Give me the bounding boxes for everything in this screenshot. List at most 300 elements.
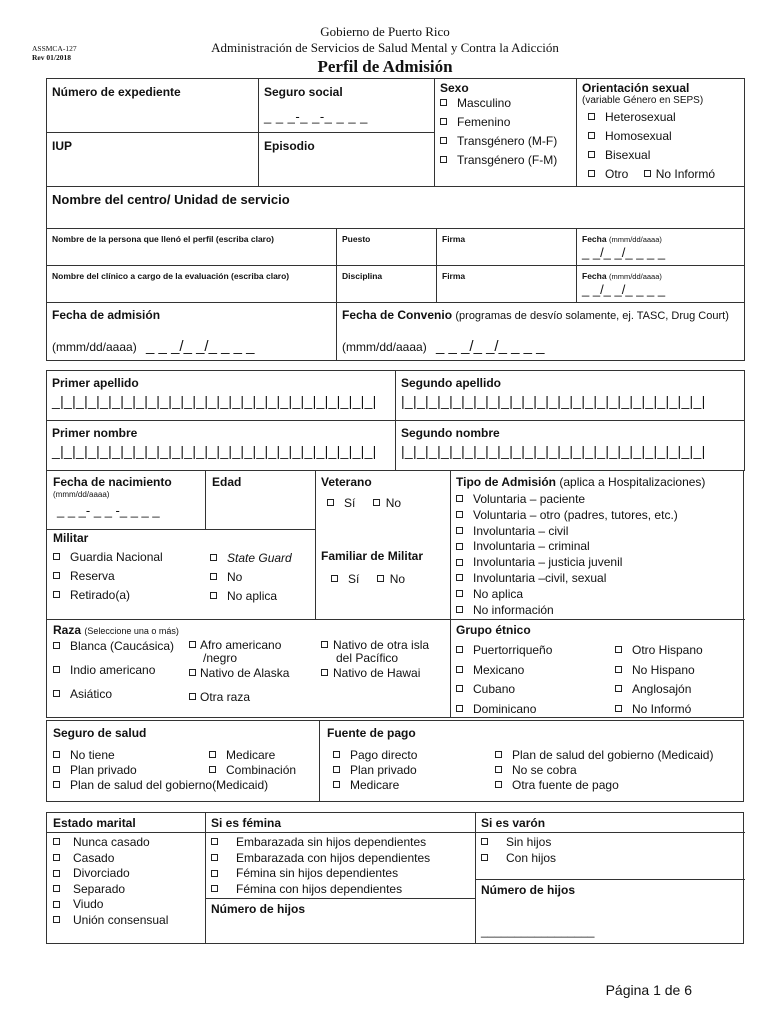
estado-opt[interactable]	[53, 851, 168, 867]
fuente-opt[interactable]	[333, 748, 417, 763]
option-label: Bisexual	[605, 148, 651, 162]
tipo-opt[interactable]	[456, 571, 705, 587]
section-demographics	[46, 470, 744, 718]
section-identification	[46, 78, 745, 229]
raza-col-2	[189, 639, 289, 705]
checkbox-icon[interactable]	[456, 543, 463, 550]
fecha-label: Fecha	[582, 234, 607, 244]
fuente-opt[interactable]	[495, 748, 713, 763]
raza-opt[interactable]	[321, 666, 429, 681]
option-label: Blanca (Caucásica)	[70, 639, 175, 653]
option-label: Involuntaria –civil, sexual	[473, 570, 607, 585]
option-label: No se cobra	[512, 763, 577, 777]
num-hijos-label: Número de hijos	[211, 902, 306, 916]
primer-nombre-field[interactable]	[47, 421, 396, 471]
option-label: Afro americano	[200, 638, 282, 652]
checkbox-icon[interactable]	[495, 751, 502, 758]
checkbox-icon[interactable]	[211, 854, 218, 861]
femina-label: Si es fémina	[211, 816, 282, 830]
raza-opt[interactable]	[53, 663, 174, 678]
varon-opt[interactable]	[481, 835, 556, 851]
option-label: No aplica	[473, 586, 524, 601]
option-label: No información	[473, 602, 554, 617]
num-hijos-blank[interactable]: _________________	[481, 924, 595, 938]
option-label: No	[227, 570, 243, 584]
fecha-field-2[interactable]	[577, 266, 745, 303]
estado-opt[interactable]	[53, 913, 168, 929]
option-label: Unión consensual	[73, 912, 169, 927]
grupo-opt[interactable]	[456, 641, 552, 661]
checkbox-icon[interactable]	[456, 590, 463, 597]
option-label: Nunca casado	[73, 835, 150, 849]
tipo-admision-note: (aplica a Hospitalizaciones)	[559, 475, 706, 489]
checkbox-icon[interactable]	[456, 574, 463, 581]
fecha-field-1[interactable]	[577, 229, 745, 266]
fecha-convenio-label: Fecha de Convenio	[342, 308, 453, 322]
raza-note: (Seleccione una o más)	[84, 626, 179, 636]
option-label: Embarazada con hijos dependientes	[236, 850, 431, 865]
checkbox-icon[interactable]	[456, 495, 463, 502]
fecha-convenio-field[interactable]	[337, 303, 745, 361]
femina-opt[interactable]	[211, 851, 430, 867]
raza-opt[interactable]	[53, 639, 174, 654]
date-blank: _ _ _/_ _/_ _ _ _	[146, 338, 255, 355]
tipo-opt[interactable]	[456, 603, 705, 619]
option-label: Sin hijos	[506, 835, 552, 849]
option-label: Femenino	[457, 115, 511, 129]
option-label-cont: /negro	[203, 651, 238, 665]
seguro-opt[interactable]	[209, 763, 296, 778]
raza-header	[53, 623, 179, 637]
fecha-nacimiento-blank: _ _ _- _ _ -_ _ _ _	[57, 503, 160, 518]
raza-opt[interactable]	[189, 690, 289, 705]
militar-opt[interactable]	[53, 550, 163, 565]
doc-code	[32, 44, 77, 62]
checkbox-icon[interactable]	[615, 646, 622, 653]
checkbox-icon[interactable]	[495, 781, 502, 788]
option-label: No aplica	[227, 589, 278, 603]
checkbox-icon[interactable]	[321, 669, 328, 676]
sexo-opt-2[interactable]	[440, 133, 571, 149]
raza-opt[interactable]	[189, 666, 289, 681]
form-code: ASSMCA-127	[32, 44, 77, 53]
checkbox-icon[interactable]	[481, 854, 488, 861]
option-label: Mexicano	[473, 662, 525, 677]
option-label: Cubano	[473, 682, 516, 696]
firma-field-2[interactable]	[437, 266, 577, 303]
seguro-opt[interactable]	[209, 748, 296, 763]
tipo-opt[interactable]	[456, 555, 705, 571]
militar-opt[interactable]	[210, 570, 292, 585]
seguro-social-label: Seguro social	[264, 85, 343, 99]
checkbox-icon[interactable]	[333, 781, 340, 788]
militar-opt[interactable]	[210, 551, 292, 566]
option-label: Voluntaria – paciente	[473, 492, 586, 506]
checkbox-icon[interactable]	[321, 641, 328, 648]
raza-col-3	[321, 639, 429, 681]
option-label: Nativo de Alaska	[200, 666, 290, 680]
checkbox-icon[interactable]	[209, 766, 216, 773]
sexo-label: Sexo	[440, 81, 469, 95]
disciplina-label: Disciplina	[342, 271, 383, 281]
orient-opt-2[interactable]	[582, 147, 739, 163]
fecha-blank: _ _/_ _/_ _ _ _	[582, 282, 666, 297]
checkbox-icon[interactable]	[53, 591, 60, 598]
fecha-format: (mmm/dd/aaaa)	[608, 235, 662, 244]
segundo-nombre-label: Segundo nombre	[401, 426, 500, 440]
raza-label: Raza	[53, 623, 82, 637]
option-label: Separado	[73, 881, 126, 896]
segundo-apellido-field[interactable]	[396, 371, 745, 421]
primer-apellido-field[interactable]	[47, 371, 396, 421]
checkbox-icon[interactable]	[456, 646, 463, 653]
checkbox-icon[interactable]	[189, 669, 196, 676]
fecha-label: Fecha	[582, 271, 607, 281]
orient-opt-1[interactable]	[582, 128, 739, 144]
fuente-col-1	[333, 748, 417, 793]
fuente-opt[interactable]	[495, 763, 713, 778]
checkbox-icon[interactable]	[210, 573, 217, 580]
femina-opt[interactable]	[211, 882, 430, 898]
option-label: Con hijos	[506, 850, 557, 865]
fecha-nacimiento-format: (mmm/dd/aaaa)	[53, 490, 110, 499]
militar-opt[interactable]	[210, 589, 292, 604]
checkbox-icon[interactable]	[53, 781, 60, 788]
firma-label: Firma	[442, 271, 466, 281]
fecha-convenio-note: (programas de desvío solamente, ej. TASC, Drug Court)	[455, 310, 729, 322]
option-label: Fémina con hijos dependientes	[236, 881, 403, 896]
letter-boxes: _|_|_|_|_|_|_|_|_|_|_|_|_|_|_|_|_|_|_|_|_|_|_|_|_|_|_|	[52, 393, 377, 409]
grupo-opt[interactable]	[456, 680, 552, 700]
varon-opt[interactable]	[481, 851, 556, 867]
option-label: Sí	[344, 496, 356, 510]
episodio-field[interactable]	[259, 133, 435, 187]
checkbox-icon[interactable]	[211, 870, 218, 877]
checkbox-icon[interactable]	[456, 705, 463, 712]
checkbox-icon[interactable]	[588, 170, 595, 177]
fecha-admision-label: Fecha de admisión	[52, 308, 161, 322]
checkbox-icon[interactable]	[456, 666, 463, 673]
option-label: Pago directo	[350, 748, 418, 762]
option-label: Transgénero (F-M)	[457, 153, 558, 167]
checkbox-icon[interactable]	[331, 575, 338, 582]
disciplina-field[interactable]	[337, 266, 437, 303]
firma-field[interactable]	[437, 229, 577, 266]
fuente-pago-label: Fuente de pago	[327, 726, 416, 740]
femina-opts	[211, 835, 430, 897]
centro-field[interactable]	[47, 187, 745, 229]
fecha-format: (mmm/dd/aaaa)	[608, 272, 662, 281]
option-label: Nativo de Hawai	[333, 666, 421, 680]
grupo-opt[interactable]	[456, 700, 552, 720]
option-label: Asiático	[70, 687, 113, 701]
option-label: No tiene	[70, 748, 115, 762]
option-label: Plan de salud del gobierno (Medicaid)	[512, 748, 714, 762]
militar-opt[interactable]	[53, 569, 163, 584]
grupo-opt[interactable]	[615, 700, 703, 720]
option-label: Fémina sin hijos dependientes	[236, 866, 399, 881]
estado-opt[interactable]	[53, 897, 168, 913]
grupo-opt[interactable]	[615, 641, 703, 661]
fecha-admision-field[interactable]	[47, 303, 337, 361]
option-label-cont: del Pacífico	[336, 651, 399, 665]
checkbox-icon[interactable]	[456, 559, 463, 566]
option-label: No	[385, 496, 402, 510]
checkbox-icon[interactable]	[333, 766, 340, 773]
seguro-social-blank: _ _ _-_ _-_ _ _ _	[264, 109, 368, 124]
clinico-label: Nombre del clínico a cargo de la evaluación (escriba claro)	[52, 271, 290, 281]
episodio-label: Episodio	[264, 139, 315, 153]
raza-col-1	[53, 639, 174, 702]
checkbox-icon[interactable]	[495, 766, 502, 773]
grupo-col-1	[456, 641, 552, 719]
tipo-opt[interactable]	[456, 587, 705, 603]
tipo-admision-label: Tipo de Admisión	[456, 475, 557, 489]
firma-label: Firma	[442, 234, 466, 244]
option-label: No Informó	[655, 167, 716, 181]
option-label: No Informó	[632, 701, 692, 716]
estado-opts	[53, 835, 168, 929]
option-label: Otra raza	[200, 690, 251, 704]
checkbox-icon[interactable]	[588, 132, 595, 139]
checkbox-icon[interactable]	[189, 641, 196, 648]
option-label: Indio americano	[70, 663, 156, 677]
orient-opt-otro[interactable]	[582, 166, 739, 182]
clinico-field[interactable]	[47, 266, 337, 303]
varon-label: Si es varón	[481, 816, 546, 830]
segundo-nombre-field[interactable]	[396, 421, 745, 471]
grupo-opt[interactable]	[615, 680, 703, 700]
option-label: Plan privado	[350, 763, 417, 777]
option-label: Dominicano	[473, 701, 537, 716]
option-label: Voluntaria – otro (padres, tutores, etc.)	[473, 507, 678, 522]
fuente-opt[interactable]	[333, 763, 417, 778]
checkbox-icon[interactable]	[377, 575, 384, 582]
option-label: Plan privado	[70, 763, 137, 777]
persona-label: Nombre de la persona que llenó el perfil (escriba claro)	[52, 234, 275, 244]
veterano-group	[321, 475, 401, 510]
estado-marital-label: Estado marital	[53, 816, 136, 830]
tipo-opt[interactable]	[456, 539, 705, 555]
tipo-opt[interactable]	[456, 524, 705, 540]
checkbox-icon[interactable]	[588, 151, 595, 158]
section-staff	[46, 228, 745, 361]
militar-label: Militar	[53, 531, 89, 545]
checkbox-icon[interactable]	[327, 499, 334, 506]
letter-boxes: |_|_|_|_|_|_|_|_|_|_|_|_|_|_|_|_|_|_|_|_|_|_|_|_|_|	[401, 393, 706, 409]
checkbox-icon[interactable]	[53, 666, 60, 673]
option-label: Involuntaria – criminal	[473, 539, 590, 554]
expediente-field[interactable]	[47, 79, 259, 133]
tipo-admision-group	[456, 475, 705, 618]
checkbox-icon[interactable]	[53, 690, 60, 697]
primer-apellido-label: Primer apellido	[52, 376, 139, 390]
section-names	[46, 370, 745, 471]
option-label: No	[389, 572, 406, 586]
option-label: Divorciado	[73, 866, 130, 881]
checkbox-icon[interactable]	[456, 606, 463, 613]
checkbox-icon[interactable]	[53, 916, 60, 923]
num-hijos-label-2: Número de hijos	[481, 883, 576, 897]
option-label: Puertorriqueño	[473, 643, 553, 657]
checkbox-icon[interactable]	[211, 838, 218, 845]
persona-field[interactable]	[47, 229, 337, 266]
checkbox-icon[interactable]	[440, 137, 447, 144]
femina-opt[interactable]	[211, 866, 430, 882]
fecha-nacimiento-field[interactable]	[53, 475, 172, 518]
checkbox-icon[interactable]	[53, 838, 60, 845]
checkbox-icon[interactable]	[333, 751, 340, 758]
checkbox-icon[interactable]	[456, 685, 463, 692]
option-label: Viudo	[73, 897, 104, 912]
header-gov: Gobierno de Puerto Rico	[320, 24, 450, 39]
fecha-blank: _ _/_ _/_ _ _ _	[582, 245, 666, 260]
checkbox-icon[interactable]	[481, 838, 488, 845]
letter-boxes: _|_|_|_|_|_|_|_|_|_|_|_|_|_|_|_|_|_|_|_|_|_|_|_|_|_|_|	[52, 443, 377, 459]
seguro-opt[interactable]	[53, 778, 268, 793]
checkbox-icon[interactable]	[210, 592, 217, 599]
checkbox-icon[interactable]	[440, 99, 447, 106]
checkbox-icon[interactable]	[440, 156, 447, 163]
tipo-opt[interactable]	[456, 492, 705, 508]
veterano-label: Veterano	[321, 475, 372, 489]
option-label: Masculino	[457, 96, 512, 110]
option-label: Medicare	[226, 748, 276, 762]
section-marital	[46, 812, 744, 944]
option-label: No Hispano	[632, 662, 695, 677]
checkbox-icon[interactable]	[456, 527, 463, 534]
option-label: Transgénero (M-F)	[457, 134, 558, 148]
option-label: Otro	[605, 167, 629, 181]
estado-opt[interactable]	[53, 835, 168, 851]
checkbox-icon[interactable]	[53, 766, 60, 773]
sexo-group	[435, 79, 577, 187]
checkbox-icon[interactable]	[373, 499, 380, 506]
option-label: Involuntaria – justicia juvenil	[473, 555, 623, 570]
edad-field[interactable]	[212, 475, 241, 489]
checkbox-icon[interactable]	[53, 870, 60, 877]
checkbox-icon[interactable]	[53, 751, 60, 758]
fuente-opt[interactable]	[333, 778, 417, 793]
checkbox-icon[interactable]	[189, 693, 196, 700]
femina-opt[interactable]	[211, 835, 430, 851]
estado-opt[interactable]	[53, 866, 168, 882]
checkbox-icon[interactable]	[211, 885, 218, 892]
orientacion-note: (variable Género en SEPS)	[582, 95, 704, 106]
militar-group-right	[210, 551, 292, 604]
sexo-opt-0[interactable]	[440, 95, 571, 111]
checkbox-icon[interactable]	[440, 118, 447, 125]
option-label: Retirado(a)	[70, 588, 131, 602]
checkbox-icon[interactable]	[210, 554, 217, 561]
sexo-opt-3[interactable]	[440, 152, 571, 168]
fecha-nacimiento-label: Fecha de nacimiento	[53, 475, 172, 489]
grupo-opt[interactable]	[456, 661, 552, 681]
primer-nombre-label: Primer nombre	[52, 426, 138, 440]
option-label: Reserva	[70, 569, 115, 583]
checkbox-icon[interactable]	[615, 666, 622, 673]
checkbox-icon[interactable]	[53, 901, 60, 908]
option-label: Nativo de otra isla	[333, 638, 430, 652]
checkbox-icon[interactable]	[209, 751, 216, 758]
revision-code: Rev 01/2018	[32, 53, 71, 62]
seguro-salud-label: Seguro de salud	[53, 726, 147, 740]
option-label: Anglosajón	[632, 682, 692, 696]
seguro-col-2	[209, 748, 296, 778]
option-label: Guardia Nacional	[70, 550, 163, 564]
option-label: Medicare	[350, 778, 400, 792]
estado-opt[interactable]	[53, 882, 168, 898]
header-agency: Administración de Servicios de Salud Mental y Contra la Adicción	[211, 40, 559, 55]
date-format: (mmm/dd/aaaa)	[52, 340, 137, 354]
fuente-opt[interactable]	[495, 778, 713, 793]
checkbox-icon[interactable]	[53, 885, 60, 892]
raza-opt[interactable]	[53, 687, 174, 702]
option-label: Homosexual	[605, 129, 672, 143]
varon-opts	[481, 835, 556, 866]
date-format: (mmm/dd/aaaa)	[342, 340, 427, 354]
option-label: Casado	[73, 850, 115, 865]
checkbox-icon[interactable]	[615, 685, 622, 692]
orientacion-group	[577, 79, 745, 187]
section-insurance	[46, 720, 744, 802]
checkbox-icon[interactable]	[644, 170, 651, 177]
puesto-field[interactable]	[337, 229, 437, 266]
checkbox-icon[interactable]	[53, 572, 60, 579]
checkbox-icon[interactable]	[53, 642, 60, 649]
edad-label: Edad	[212, 475, 242, 489]
date-blank: _ _ _/_ _/_ _ _ _	[436, 338, 545, 355]
option-label: Embarazada sin hijos dependientes	[236, 835, 427, 849]
option-label: State Guard	[227, 551, 292, 565]
option-label: Heterosexual	[605, 110, 676, 124]
page-number: Página 1 de 6	[605, 982, 692, 998]
option-label: Otra fuente de pago	[512, 778, 619, 792]
checkbox-icon[interactable]	[615, 705, 622, 712]
centro-label: Nombre del centro/ Unidad de servicio	[52, 192, 290, 207]
option-label: Sí	[348, 572, 360, 586]
orient-opt-0[interactable]	[582, 109, 739, 125]
iup-field[interactable]	[47, 133, 259, 187]
sexo-opt-1[interactable]	[440, 114, 571, 130]
tipo-opt[interactable]	[456, 508, 705, 524]
page-title: Perfil de Admisión	[317, 57, 453, 76]
familiar-militar-label: Familiar de Militar	[321, 549, 424, 563]
letter-boxes: |_|_|_|_|_|_|_|_|_|_|_|_|_|_|_|_|_|_|_|_|_|_|_|_|_|	[401, 443, 706, 459]
checkbox-icon[interactable]	[588, 113, 595, 120]
segundo-apellido-label: Segundo apellido	[401, 376, 502, 390]
option-label: Involuntaria – civil	[473, 523, 569, 538]
checkbox-icon[interactable]	[456, 511, 463, 518]
grupo-col-2	[615, 641, 703, 719]
option-label: Combinación	[226, 763, 297, 777]
grupo-etnico-label: Grupo étnico	[456, 623, 531, 637]
checkbox-icon[interactable]	[53, 553, 60, 560]
expediente-label: Número de expediente	[52, 85, 181, 99]
seguro-social-field[interactable]	[259, 79, 435, 133]
fuente-col-2	[495, 748, 713, 793]
option-label: Otro Hispano	[632, 643, 703, 657]
orientacion-label: Orientación sexual	[582, 81, 690, 95]
option-label: Plan de salud del gobierno(Medicaid)	[70, 778, 269, 792]
familiar-militar-group	[321, 549, 423, 586]
checkbox-icon[interactable]	[53, 854, 60, 861]
iup-label: IUP	[52, 139, 73, 153]
grupo-opt[interactable]	[615, 661, 703, 681]
puesto-label: Puesto	[342, 234, 371, 244]
militar-group	[53, 531, 163, 603]
militar-opt[interactable]	[53, 588, 163, 603]
